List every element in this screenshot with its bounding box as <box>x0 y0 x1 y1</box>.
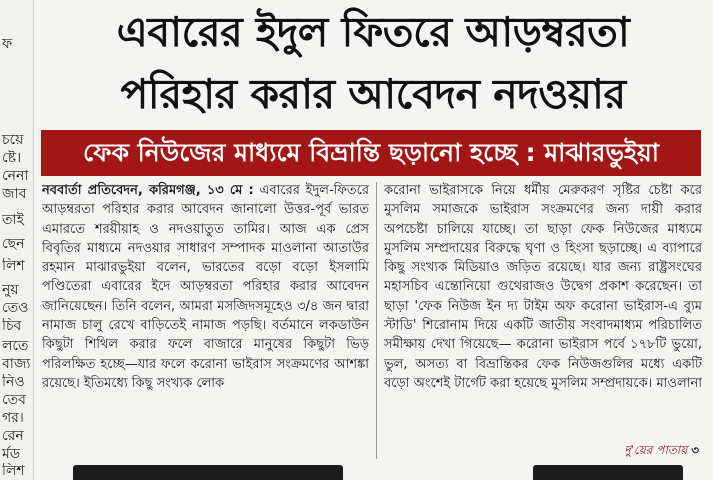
fragment-text: ষ্টে। <box>2 150 22 166</box>
fragment-text: লতে <box>2 338 29 354</box>
fragment-text: বাজ্য <box>2 356 30 372</box>
fragment-text: লিশ <box>2 258 25 274</box>
fragment-text: চিব <box>2 318 22 334</box>
fragment-text: জাব <box>2 186 27 202</box>
fragment-text: তেও <box>2 300 29 316</box>
fragment-text: রেন <box>2 428 24 444</box>
article-text-column-2: করোনা ভাইরাসকে নিয়ে ধর্মীয় মেরুকরণ সৃষ্টির চেষ্টা করে মুসলিম সমাজকে ভাইরাস সংক্রমণের জন্য দায়ী করার অপচেষ্টা চালিয়ে যাচ্ছে। তা ছাড়া ফেক নিউজের মাধ্যমে মুসলিম সম্প্রদায়ের বিরুদ্ধে ঘৃণা ও হিংসা ছড়াচ্ছে। এ ব্যাপারে কিছু সংখ্যক মিডিয়াও জড়িত রয়েছে। যার জন্য রাষ্ট্রসংঘের মহাসচিব এন্তোনিয়ো গুথেরাজও উদ্বেগ প্রকাশ করেছেন। তা ছাড়া 'ফেক নিউজ ইন দ্য টাইম অফ করোনা ভাইরাস-এ ব্যুম স্টাডি' শিরোনাম দিয়ে একটি জাতীয় সংবাদমাধ্যম পরিচালিত সমীক্ষায় দেখা গিয়েছে— করোনা ভাইরাস পর্বে ১৭৮টি ভুয়ো, ভুল, অসত্য বা বিভ্রান্তিকর ফেক নিউজগুলির মধ্যে একটি বড়ো অংশেই টার্গেট করা হয়েছে মুসলিম সম্প্রদায়কে। মাওলানা <box>384 183 702 391</box>
adjacent-column-fragment <box>0 0 34 480</box>
fragment-text: চয়ে <box>2 132 24 148</box>
fragment-text: ফ <box>2 36 13 52</box>
article-column-1 <box>42 181 369 459</box>
headline-line-2: পরিহার করার আবেদন নদওয়ার <box>120 70 626 118</box>
byline: নববার্তা প্রতিবেদন, করিমগঞ্জ, ১৩ মে : <box>42 183 254 198</box>
headline-line-1: এবারের ইদুল ফিতরে আড়ম্বরতা <box>116 8 630 56</box>
article-text-column-1: এবারের ইদুল-ফিতরে আড়ম্বরতা পরিহার করার আবেদন জানালো উত্তর-পূর্ব ভারত এমারতে শরয়ীয়াহ ও নদওয়াতুত তামির। আজ এক প্রেস বিবৃতির মাধ্যমে নদওয়ার সাধারণ সম্পাদক মাওলানা আতাউর রহমান মাঝারভুইয়া বলেন, ভারতের বড়ো বড়ো ইসলামি পণ্ডিতেরা এবারের ইদে আড়ম্বরতা পরিহার করার আবেদন জানিয়েছেন। তিনি বলেন, আমরা মসজিদসমূহেও ৩/৪ জন দ্বারা নামাজ চালু রেখে বাড়িতেই নামাজ পড়ছি। বর্তমানে লকডাউন কিছুটা শিথিল করার ফলে বাজারে মানুষের কিছুটা ভিড় পরিলক্ষিত হচ্ছে—যার ফলে করোনা ভাইরাস সংক্রমণের আশঙ্কা রয়েছে। ইতিমধ্যে কিছু সংখ্যক লোক <box>42 183 369 391</box>
article-column-2 <box>384 181 702 459</box>
next-headline-fragment <box>33 463 713 480</box>
cropped-headline-left <box>73 465 343 480</box>
fragment-text: তাই <box>2 212 24 228</box>
fragment-text: নিও <box>2 374 25 390</box>
column-divider <box>376 182 377 459</box>
continued-label: দু'য়ের পাতায় <box>624 443 688 457</box>
continued-on-page <box>624 442 699 462</box>
cropped-headline-right <box>533 465 683 480</box>
fragment-text: গর। <box>2 410 24 426</box>
fragment-text: নুয় <box>2 282 19 298</box>
fragment-text: তেব <box>2 392 26 408</box>
fragment-text: লিশ <box>2 463 25 479</box>
fragment-text: র্মড <box>2 446 21 462</box>
fragment-text: নেনা <box>2 168 29 184</box>
continued-arrow-icon: ৩ <box>691 443 699 457</box>
subheadline-banner: ফেক নিউজের মাধ্যমে বিভ্রান্তি ছড়ানো হচ্ছে : মাঝারভুইয়া <box>41 130 701 176</box>
fragment-text: ছেন <box>2 236 25 252</box>
